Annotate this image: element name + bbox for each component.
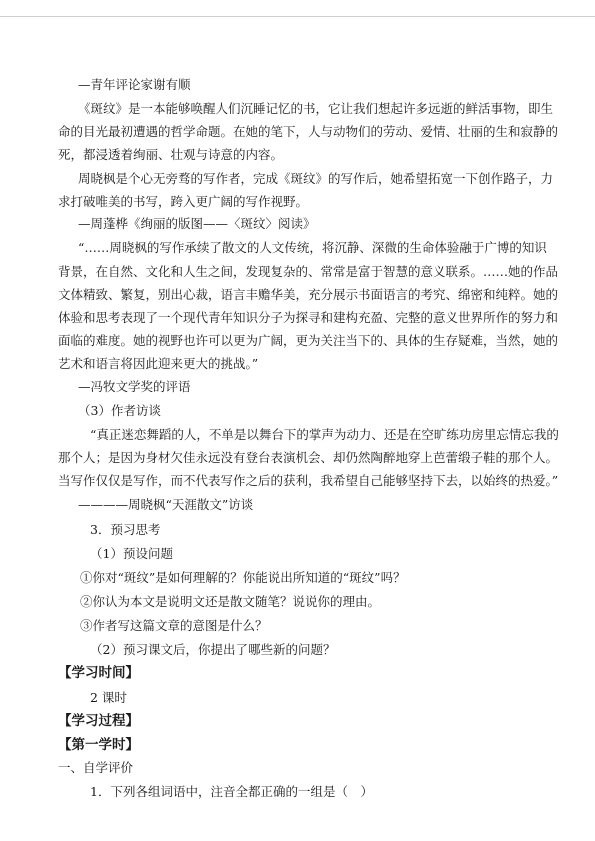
question-1: ①你对“斑纹”是如何理解的？你能说出所知道的“斑纹”吗？ bbox=[80, 570, 406, 585]
header-rule bbox=[0, 16, 595, 17]
paragraph-line: “真正迷恋舞蹈的人，不单是以舞台下的掌声为动力、还是在空旷练功房里忘情忘我的 bbox=[90, 427, 559, 442]
paragraph-line: 那个人；是因为身材欠佳永远没有登台表演机会、却仍然陶醉地穿上芭蕾缎子鞋的那个人。 bbox=[58, 450, 559, 465]
paragraph-line: 艺术和语言将因此迎来更大的挑战。” bbox=[58, 356, 259, 371]
paragraph-line: 命的目光最初遭遇的哲学命题。在她的笔下，人与动物们的劳动、爱情、壮丽的生和寂静的 bbox=[58, 124, 559, 139]
attribution-fengmu-award: —冯牧文学奖的评语 bbox=[78, 379, 191, 394]
heading-study-time: 【学习时间】 bbox=[58, 665, 139, 681]
exercise-question-1: 1．下列各组词语中，注音全都正确的一组是（ ） bbox=[90, 784, 373, 799]
attribution-tianya-interview: ————周晓枫“天涯散文”访谈 bbox=[78, 497, 254, 512]
heading-study-process: 【学习过程】 bbox=[58, 713, 139, 729]
question-2: ②你认为本文是说明文还是散文随笔？说说你的理由。 bbox=[80, 594, 381, 609]
paragraph-line: 文体精致、繁复，别出心裁，语言丰赡华美，充分展示书面语言的考究、绵密和纯粹。她的 bbox=[58, 287, 559, 302]
paragraph-line: 当写作仅仅是写作，而不代表写作之后的获利，我希望自己能够坚持下去，以始终的热爱。” bbox=[58, 473, 559, 488]
subsection-interview: （3）作者访谈 bbox=[78, 403, 161, 418]
section-preview-thinking: 3．预习思考 bbox=[90, 522, 161, 537]
paragraph-line: 《斑纹》是一本能够唤醒人们沉睡记忆的书，它让我们想起许多远逝的鲜活事物，即生 bbox=[78, 101, 554, 116]
paragraph-line: 面临的难度。她的视野也许可以更为广阔，更为关注当下的、具体的生存疑难，当然，她的 bbox=[58, 333, 559, 348]
attribution-xie-youshun: —青年评论家谢有顺 bbox=[78, 77, 191, 92]
paragraph-line: 死，都浸透着绚丽、壮观与诗意的内容。 bbox=[58, 147, 284, 162]
subsection-new-questions: （2）预习课文后，你提出了哪些新的问题？ bbox=[90, 642, 336, 657]
paragraph-line: 周晓枫是个心无旁骛的写作者，完成《斑纹》的写作后，她希望拓宽一下创作路子，力 bbox=[78, 171, 554, 186]
paragraph-line: 背景，在自然、文化和人生之间，发现复杂的、常常是富于智慧的意义联系。……她的作品 bbox=[58, 264, 559, 279]
section-self-evaluation: 一、自学评价 bbox=[58, 760, 134, 775]
paragraph-line: 体验和思考表现了一个现代青年知识分子为探寻和建构充盈、完整的意义世界所作的努力和 bbox=[58, 310, 559, 325]
paragraph-line: “……周晓枫的写作承续了散文的人文传统，将沉静、深微的生命体验融于广博的知识 bbox=[78, 240, 547, 255]
heading-first-period: 【第一学时】 bbox=[58, 737, 139, 753]
subsection-preset-questions: （1）预设问题 bbox=[90, 546, 173, 561]
study-time-value: 2 课时 bbox=[90, 690, 127, 705]
attribution-zhou-penghua: —周蓬桦《绚丽的版图——〈斑纹〉阅读》 bbox=[78, 216, 316, 231]
paragraph-line: 求打破唯美的书写，跨入更广阔的写作视野。 bbox=[58, 194, 309, 209]
question-3: ③作者写这篇文章的意图是什么？ bbox=[80, 618, 268, 633]
